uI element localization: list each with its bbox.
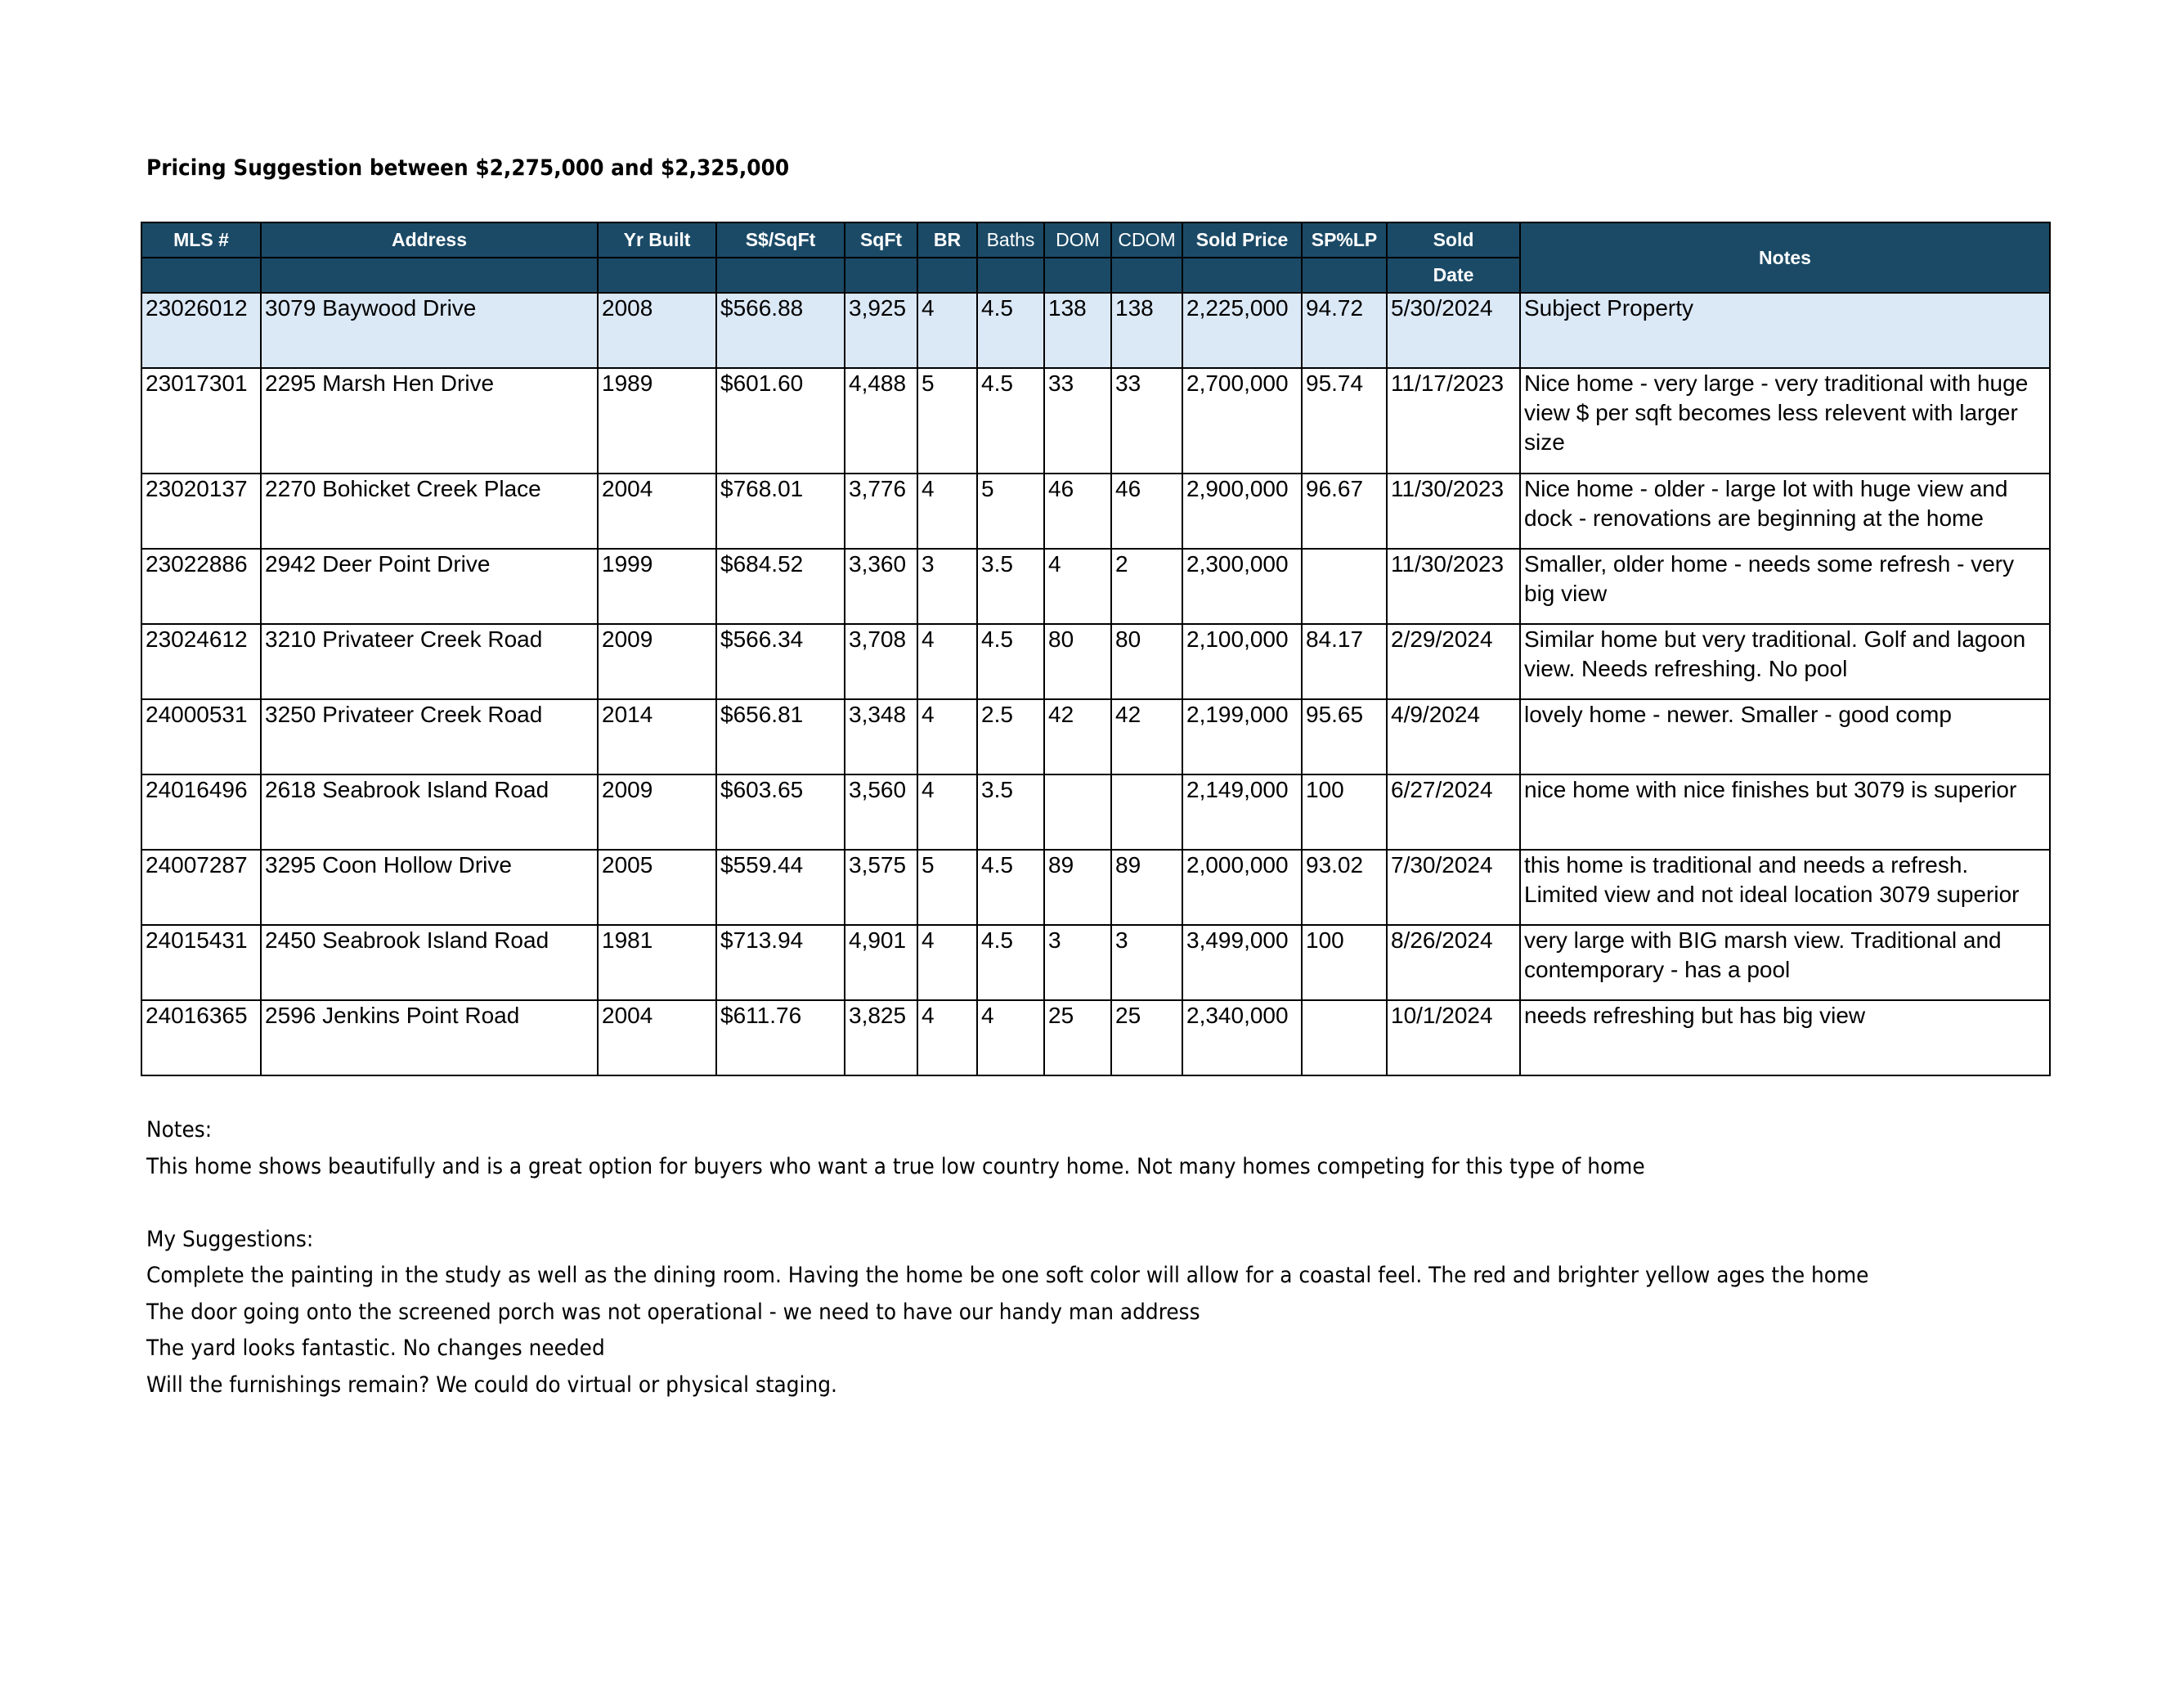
cell-price-sqft: $603.65: [716, 774, 845, 850]
table-row: [141, 699, 2050, 774]
cell-sold-price: 2,000,000: [1182, 850, 1302, 925]
cell-br: 4: [917, 1000, 977, 1075]
comparables-table: [141, 222, 2051, 1076]
header-br: BR: [917, 222, 977, 258]
cell-sqft: 3,708: [845, 624, 917, 699]
cell-notes: very large with BIG marsh view. Traditional and contemporary - has a pool: [1520, 925, 2050, 1000]
cell-cdom: 138: [1111, 293, 1182, 368]
header-yr-built: Yr Built: [598, 222, 716, 258]
cell-dom: 46: [1044, 474, 1111, 549]
cell-sold-price: 2,199,000: [1182, 699, 1302, 774]
header-date: Date: [1387, 258, 1520, 293]
cell-sold-price: 2,300,000: [1182, 549, 1302, 624]
cell-notes: Nice home - very large - very traditional with huge view $ per sqft becomes less relevent with larger size: [1520, 368, 2050, 474]
cell-br: 5: [917, 368, 977, 474]
cell-cdom: 33: [1111, 368, 1182, 474]
cell-cdom: 2: [1111, 549, 1182, 624]
cell-sold-price: 2,340,000: [1182, 1000, 1302, 1075]
cell-cdom: 80: [1111, 624, 1182, 699]
cell-sold-date: 10/1/2024: [1387, 1000, 1520, 1075]
cell-yr-built: 2004: [598, 1000, 716, 1075]
cell-sp-lp: 94.72: [1302, 293, 1387, 368]
suggestion-item: Complete the painting in the study as well as the dining room. Having the home be one soft color will allow for a coastal feel. The red and brighter yellow ages the home: [146, 1263, 1869, 1288]
table-row: [141, 1000, 2050, 1075]
cell-sold-date: 2/29/2024: [1387, 624, 1520, 699]
cell-sp-lp: 100: [1302, 774, 1387, 850]
cell-address: 2942 Deer Point Drive: [261, 549, 598, 624]
table-row: [141, 368, 2050, 474]
cell-notes: this home is traditional and needs a refresh. Limited view and not ideal location 3079 superior: [1520, 850, 2050, 925]
cell-baths: 4: [977, 1000, 1044, 1075]
cell-br: 3: [917, 549, 977, 624]
cell-baths: 4.5: [977, 850, 1044, 925]
cell-sold-date: 5/30/2024: [1387, 293, 1520, 368]
cell-sold-date: 11/30/2023: [1387, 474, 1520, 549]
suggestion-item: The door going onto the screened porch was not operational - we need to have our handy man address: [146, 1299, 1200, 1325]
cell-price-sqft: $559.44: [716, 850, 845, 925]
cell-mls: 24007287: [141, 850, 261, 925]
page-title: Pricing Suggestion between $2,275,000 and $2,325,000: [146, 155, 790, 181]
cell-yr-built: 2014: [598, 699, 716, 774]
cell-dom: 80: [1044, 624, 1111, 699]
cell-sp-lp: 84.17: [1302, 624, 1387, 699]
cell-cdom: 25: [1111, 1000, 1182, 1075]
cell-mls: 24016365: [141, 1000, 261, 1075]
table-row: [141, 293, 2050, 368]
cell-mls: 23022886: [141, 549, 261, 624]
cell-mls: 23017301: [141, 368, 261, 474]
cell-price-sqft: $713.94: [716, 925, 845, 1000]
cell-baths: 5: [977, 474, 1044, 549]
cell-dom: 89: [1044, 850, 1111, 925]
cell-address: 3210 Privateer Creek Road: [261, 624, 598, 699]
cell-yr-built: 2009: [598, 624, 716, 699]
cell-baths: 4.5: [977, 368, 1044, 474]
notes-text: This home shows beautifully and is a great option for buyers who want a true low country home. Not many homes competing for this type of home: [146, 1153, 1645, 1179]
cell-baths: 4.5: [977, 293, 1044, 368]
notes-section: [146, 1112, 1868, 1403]
header-sqft: SqFt: [845, 222, 917, 258]
header-dom: DOM: [1044, 222, 1111, 258]
cell-sp-lp: 93.02: [1302, 850, 1387, 925]
cell-mls: 23024612: [141, 624, 261, 699]
cell-sp-lp: 100: [1302, 925, 1387, 1000]
cell-address: 2270 Bohicket Creek Place: [261, 474, 598, 549]
cell-sold-price: 2,900,000: [1182, 474, 1302, 549]
cell-dom: 3: [1044, 925, 1111, 1000]
cell-cdom: 42: [1111, 699, 1182, 774]
cell-sold-price: 2,100,000: [1182, 624, 1302, 699]
header-address: Address: [261, 222, 598, 258]
cell-sp-lp: 96.67: [1302, 474, 1387, 549]
cell-price-sqft: $566.88: [716, 293, 845, 368]
suggestions-heading: My Suggestions:: [146, 1226, 314, 1252]
cell-br: 4: [917, 624, 977, 699]
header-sold-price: Sold Price: [1182, 222, 1302, 258]
cell-mls: 24015431: [141, 925, 261, 1000]
cell-price-sqft: $656.81: [716, 699, 845, 774]
cell-sqft: 3,925: [845, 293, 917, 368]
cell-address: 2450 Seabrook Island Road: [261, 925, 598, 1000]
cell-sold-date: 8/26/2024: [1387, 925, 1520, 1000]
cell-sqft: 3,825: [845, 1000, 917, 1075]
table-row: [141, 925, 2050, 1000]
table-row: [141, 774, 2050, 850]
cell-address: 3295 Coon Hollow Drive: [261, 850, 598, 925]
cell-yr-built: 1999: [598, 549, 716, 624]
cell-br: 4: [917, 925, 977, 1000]
cell-mls: 23026012: [141, 293, 261, 368]
cell-address: 3079 Baywood Drive: [261, 293, 598, 368]
header-cdom: CDOM: [1111, 222, 1182, 258]
cell-baths: 3.5: [977, 774, 1044, 850]
cell-yr-built: 2005: [598, 850, 716, 925]
cell-dom: 25: [1044, 1000, 1111, 1075]
cell-cdom: [1111, 774, 1182, 850]
cell-yr-built: 1981: [598, 925, 716, 1000]
cell-notes: Similar home but very traditional. Golf and lagoon view. Needs refreshing. No pool: [1520, 624, 2050, 699]
cell-sp-lp: 95.74: [1302, 368, 1387, 474]
cell-sold-date: 11/17/2023: [1387, 368, 1520, 474]
cell-baths: 2.5: [977, 699, 1044, 774]
header-mls: MLS #: [141, 222, 261, 258]
cell-price-sqft: $611.76: [716, 1000, 845, 1075]
cell-address: 2295 Marsh Hen Drive: [261, 368, 598, 474]
notes-heading: Notes:: [146, 1117, 213, 1143]
cell-sp-lp: [1302, 549, 1387, 624]
header-baths: Baths: [977, 222, 1044, 258]
cell-notes: nice home with nice finishes but 3079 is superior: [1520, 774, 2050, 850]
cell-dom: 138: [1044, 293, 1111, 368]
cell-br: 4: [917, 474, 977, 549]
cell-br: 4: [917, 293, 977, 368]
cell-sqft: 3,348: [845, 699, 917, 774]
cell-sold-date: 6/27/2024: [1387, 774, 1520, 850]
cell-sp-lp: 95.65: [1302, 699, 1387, 774]
cell-yr-built: 2004: [598, 474, 716, 549]
cell-notes: lovely home - newer. Smaller - good comp: [1520, 699, 2050, 774]
cell-sold-price: 2,700,000: [1182, 368, 1302, 474]
cell-sold-date: 4/9/2024: [1387, 699, 1520, 774]
notes-spacer: [146, 1185, 1868, 1222]
cell-cdom: 3: [1111, 925, 1182, 1000]
cell-sqft: 4,488: [845, 368, 917, 474]
table-row: [141, 624, 2050, 699]
cell-notes: needs refreshing but has big view: [1520, 1000, 2050, 1075]
cell-sp-lp: [1302, 1000, 1387, 1075]
cell-dom: 42: [1044, 699, 1111, 774]
cell-mls: 24016496: [141, 774, 261, 850]
suggestion-item: Will the furnishings remain? We could do virtual or physical staging.: [146, 1372, 837, 1398]
header-price-sqft: S$/SqFt: [716, 222, 845, 258]
cell-sold-date: 11/30/2023: [1387, 549, 1520, 624]
cell-sold-date: 7/30/2024: [1387, 850, 1520, 925]
cell-notes: Nice home - older - large lot with huge view and dock - renovations are beginning at the home: [1520, 474, 2050, 549]
cell-yr-built: 1989: [598, 368, 716, 474]
table-row: [141, 549, 2050, 624]
cell-price-sqft: $601.60: [716, 368, 845, 474]
cell-sold-price: 2,225,000: [1182, 293, 1302, 368]
header-notes: Notes: [1520, 222, 2050, 293]
cell-address: 3250 Privateer Creek Road: [261, 699, 598, 774]
cell-address: 2596 Jenkins Point Road: [261, 1000, 598, 1075]
cell-sqft: 3,360: [845, 549, 917, 624]
cell-yr-built: 2009: [598, 774, 716, 850]
cell-dom: [1044, 774, 1111, 850]
cell-address: 2618 Seabrook Island Road: [261, 774, 598, 850]
cell-sqft: 3,776: [845, 474, 917, 549]
cell-price-sqft: $566.34: [716, 624, 845, 699]
suggestion-item: The yard looks fantastic. No changes needed: [146, 1336, 605, 1361]
table-header-row: [141, 222, 2050, 258]
cell-yr-built: 2008: [598, 293, 716, 368]
header-sold: Sold: [1387, 222, 1520, 258]
cell-notes: Subject Property: [1520, 293, 2050, 368]
cell-sqft: 4,901: [845, 925, 917, 1000]
cell-cdom: 46: [1111, 474, 1182, 549]
cell-mls: 23020137: [141, 474, 261, 549]
cell-dom: 33: [1044, 368, 1111, 474]
cell-price-sqft: $684.52: [716, 549, 845, 624]
cell-price-sqft: $768.01: [716, 474, 845, 549]
header-sp-lp: SP%LP: [1302, 222, 1387, 258]
cell-cdom: 89: [1111, 850, 1182, 925]
cell-sqft: 3,575: [845, 850, 917, 925]
cell-mls: 24000531: [141, 699, 261, 774]
table-row: [141, 850, 2050, 925]
cell-baths: 4.5: [977, 925, 1044, 1000]
cell-baths: 4.5: [977, 624, 1044, 699]
cell-notes: Smaller, older home - needs some refresh - very big view: [1520, 549, 2050, 624]
table-row: [141, 474, 2050, 549]
cell-br: 4: [917, 774, 977, 850]
cell-baths: 3.5: [977, 549, 1044, 624]
cell-dom: 4: [1044, 549, 1111, 624]
cell-sold-price: 3,499,000: [1182, 925, 1302, 1000]
cell-sold-price: 2,149,000: [1182, 774, 1302, 850]
cell-sqft: 3,560: [845, 774, 917, 850]
cell-br: 5: [917, 850, 977, 925]
cell-br: 4: [917, 699, 977, 774]
